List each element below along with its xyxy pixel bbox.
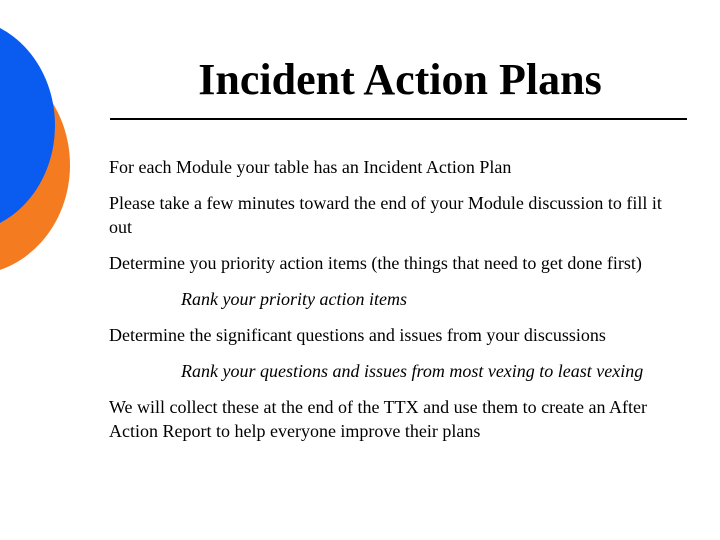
title-divider xyxy=(110,118,687,120)
subbullet-rank-priority: Rank your priority action items xyxy=(181,289,407,309)
subbullet-rank-questions: Rank your questions and issues from most vexing to least vexing xyxy=(181,361,644,381)
bullet-iap-per-table: For each Module your table has an Incident Action Plan xyxy=(109,157,512,177)
bullet-fill-it-out: Please take a few minutes toward the end of your Module discussion to fill it out xyxy=(109,193,662,237)
bullet-priority-items: Determine you priority action items (the things that need to get done first) xyxy=(109,253,642,273)
decorative-circles xyxy=(0,0,80,300)
slide-body xyxy=(109,155,669,455)
bullet-questions-issues: Determine the significant questions and issues from your discussions xyxy=(109,325,606,345)
slide-title: Incident Action Plans xyxy=(198,55,602,104)
bullet-collect-after-action: We will collect these at the end of the TTX and use them to create an After Action Report to help everyone improve their plans xyxy=(109,397,648,441)
